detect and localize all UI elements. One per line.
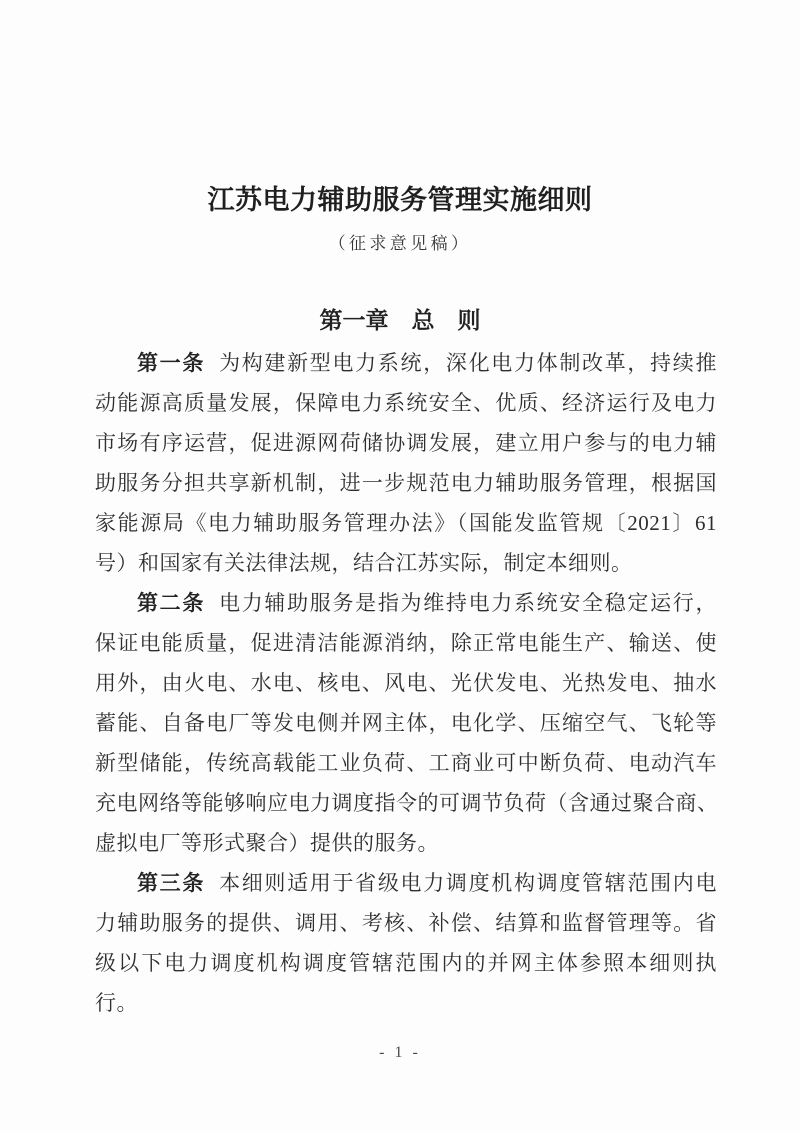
article-3-first-line-text: 本细则适用于省级电力调度机构调度管辖范围内电 (219, 871, 717, 895)
body-line: 市场有序运营，促进源网荷储协调发展，建立用户参与的电力辅 (95, 431, 717, 455)
body-line: 号）和国家有关法律法规，结合江苏实际，制定本细则。 (95, 551, 633, 575)
article-2-first-line-text: 电力辅助服务是指为维持电力系统安全稳定运行， (219, 591, 717, 615)
body-line: 动能源高质量发展，保障电力系统安全、优质、经济运行及电力 (95, 391, 717, 415)
body-line (95, 343, 717, 383)
body-line: 虚拟电厂等形式聚合）提供的服务。 (95, 831, 439, 855)
article-1-first-line-text: 为构建新型电力系统，深化电力体制改革，持续推 (219, 351, 717, 375)
document-body (95, 343, 717, 1023)
body-line (95, 583, 717, 623)
body-line: 行。 (95, 991, 138, 1015)
body-line: 力辅助服务的提供、调用、考核、补偿、结算和监督管理等。省 (95, 911, 717, 935)
article-2-label: 第二条 (137, 591, 206, 615)
body-line: 充电网络等能够响应电力调度指令的可调节负荷（含通过聚合商、 (95, 791, 719, 815)
article-1-label: 第一条 (137, 351, 206, 375)
body-line: 家能源局《电力辅助服务管理办法》（国能发监管规〔2021〕61 (95, 511, 717, 535)
body-line: 蓄能、自备电厂等发电侧并网主体，电化学、压缩空气、飞轮等 (95, 711, 717, 735)
article-3-label: 第三条 (137, 871, 206, 895)
body-line (95, 863, 717, 903)
body-line: 用外，由火电、水电、核电、风电、光伏发电、光热发电、抽水 (95, 671, 717, 695)
page-number: - 1 - (379, 1044, 421, 1061)
body-line: 新型储能，传统高载能工业负荷、工商业可中断负荷、电动汽车 (95, 751, 717, 775)
body-line: 助服务分担共享新机制，进一步规范电力辅助服务管理，根据国 (95, 471, 717, 495)
body-line: 级以下电力调度机构调度管辖范围内的并网主体参照本细则执 (95, 951, 717, 975)
chapter-heading: 第一章 总 则 (319, 308, 481, 333)
document-title: 江苏电力辅助服务管理实施细则 (207, 185, 593, 215)
body-line: 保证电能质量，促进清洁能源消纳，除正常电能生产、输送、使 (95, 631, 717, 655)
document-subtitle: （征求意见稿） (328, 234, 472, 253)
